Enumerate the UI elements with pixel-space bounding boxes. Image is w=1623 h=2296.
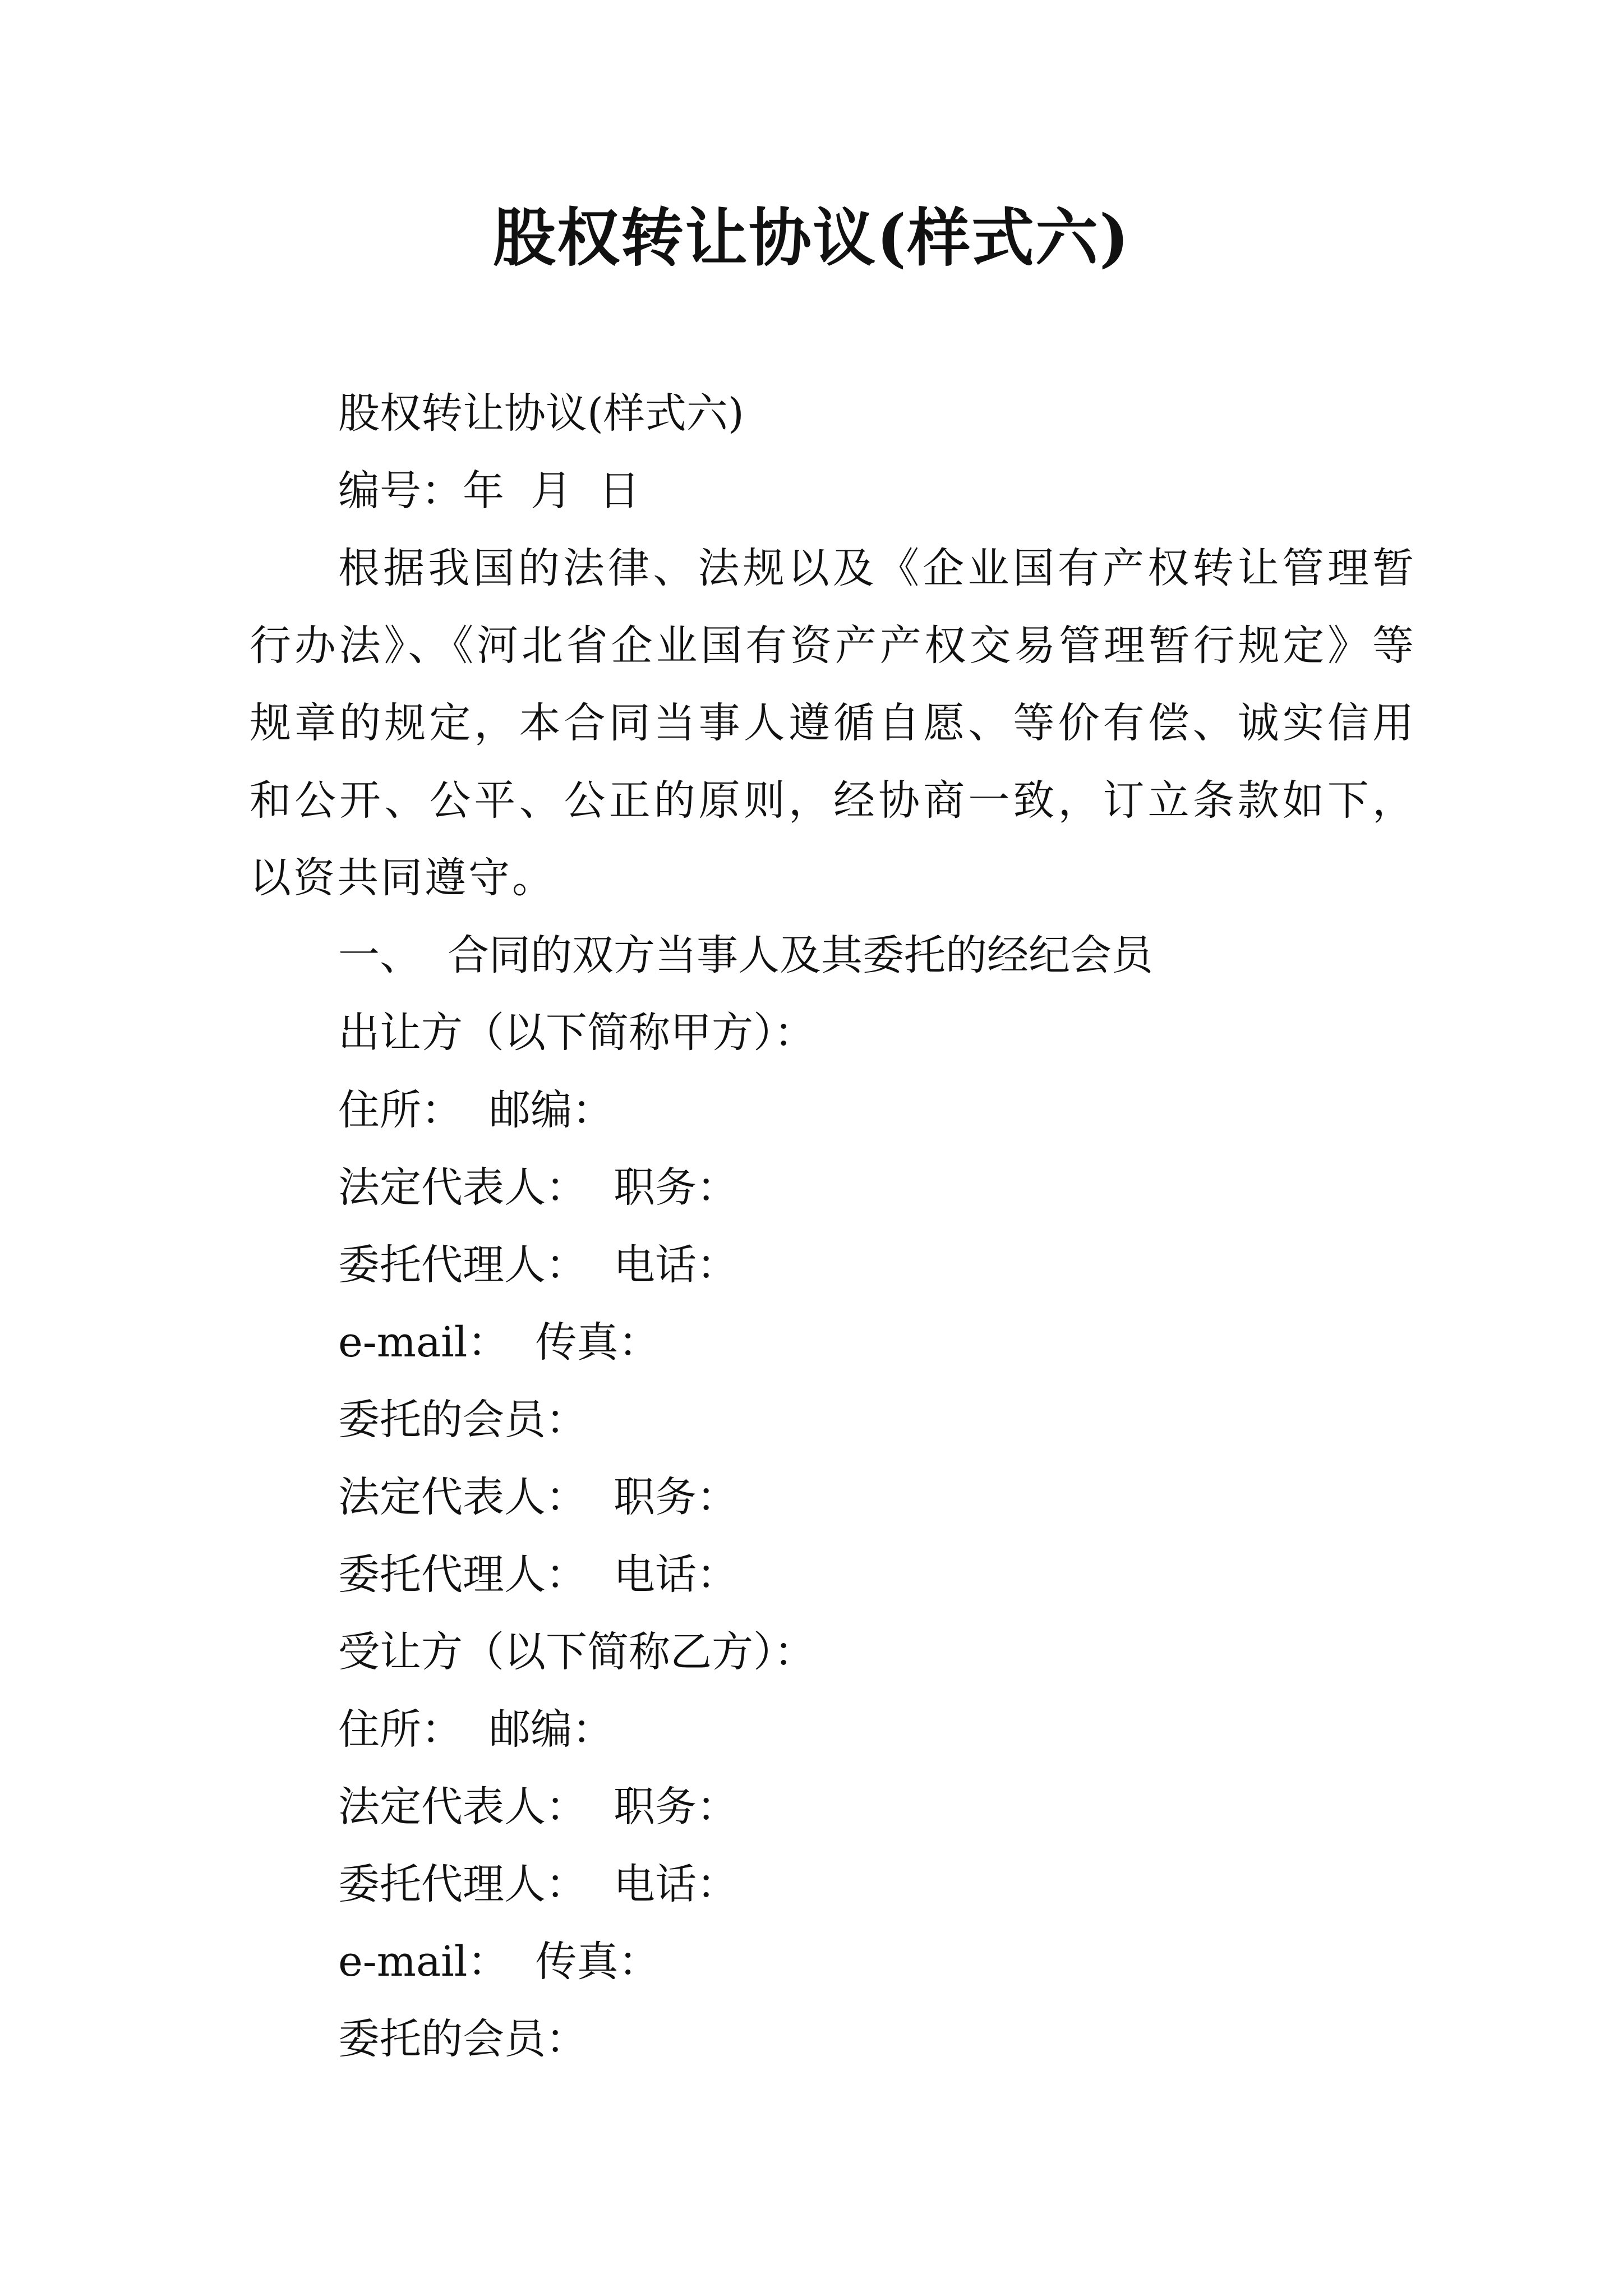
transferee-email-line: e-mail： 传真：	[338, 1938, 660, 1986]
document-title: 股权转让协议(样式六)	[493, 201, 1130, 275]
transferee-legal-rep-line: 法定代表人： 职务：	[338, 1783, 739, 1831]
transferee-agent-line: 委托代理人： 电话：	[338, 1860, 739, 1908]
transferor-member-agent-line: 委托代理人： 电话：	[338, 1550, 739, 1599]
transferor-agent-line: 委托代理人： 电话：	[338, 1241, 739, 1289]
transferor-legal-rep-line: 法定代表人： 职务：	[338, 1163, 739, 1212]
transferor-member-legal-rep-line: 法定代表人： 职务：	[338, 1473, 739, 1521]
transferee-heading: 受让方（以下简称乙方）：	[338, 1628, 815, 1676]
document-subtitle: 股权转让协议(样式六)	[338, 389, 744, 438]
document-body	[250, 375, 1416, 2078]
transferee-address-line: 住所： 邮编：	[338, 1705, 614, 1754]
intro-paragraph: 根据我国的法律、法规以及《企业国有产权转让管理暂行办法》、《河北省企业国有资产产权交易管理暂行规定》等规章的规定，本合同当事人遵循自愿、等价有偿、诚实信用和公开、公平、公正的原则，经协商一致，订立条款如下，以资共同遵守。	[250, 544, 1416, 902]
transferor-member-line: 委托的会员：	[338, 1396, 587, 1444]
number-line: 编号：年 月 日	[338, 467, 640, 515]
transferee-member-line: 委托的会员：	[338, 2015, 587, 2063]
transferor-email-line: e-mail： 传真：	[338, 1318, 660, 1366]
transferor-address-line: 住所： 邮编：	[338, 1086, 614, 1134]
transferor-heading: 出让方（以下简称甲方）：	[338, 1009, 815, 1057]
section-one-heading: 一、 合同的双方当事人及其委托的经纪会员	[338, 931, 1154, 979]
